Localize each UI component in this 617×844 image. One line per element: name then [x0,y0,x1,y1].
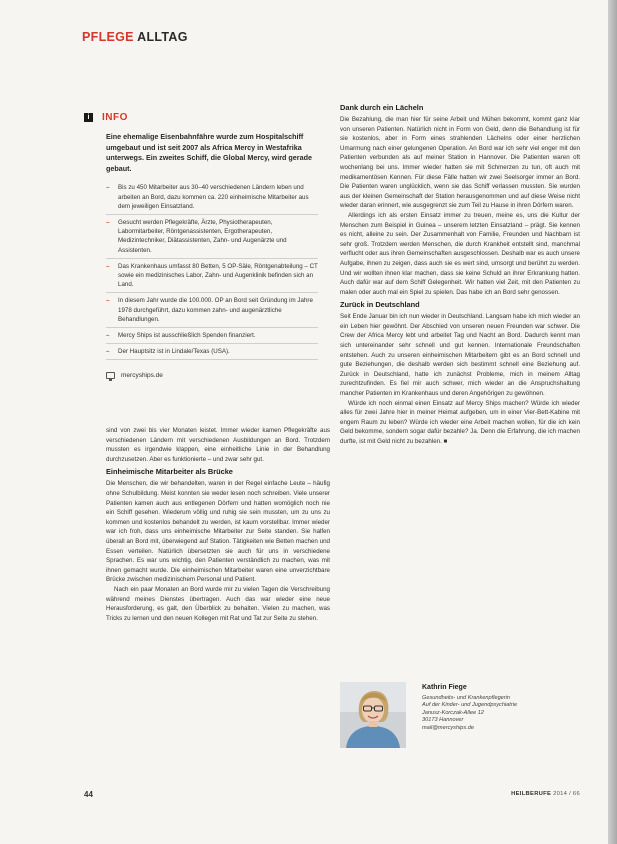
info-list-item [106,328,318,344]
author-name: Kathrin Fiege [422,684,467,691]
info-label: INFO [102,112,128,123]
paragraph: sind von zwei bis vier Monaten leistet. Immer wieder kamen Pflegekräfte aus verschiedenen Ländern mit verschiedenen Ausbildungen an Bord. Trotzdem mussten es irgendwie klappen, eine einheitliche Linie in der Behandlung durchzusetzen. Aber es funktionierte – und zwar sehr gut. [106,427,330,463]
author-photo [340,682,406,748]
info-list-item-text: Gesucht werden Pflegekräfte, Ärzte, Physiotherapeuten, Labormitarbeiter, Röntgenassistenten, Ergotherapeuten, Medizintechniker, Diätassistenten, Zahn- und Augenärzte und Assistenten. [118,218,287,254]
info-list-item [106,344,318,360]
page-number: 44 [84,790,93,799]
subheading: Einheimische Mitarbeiter als Brücke [106,467,233,477]
section-title [82,30,188,44]
info-list-item-text: Mercy Ships ist ausschließlich Spenden finanziert. [118,332,256,340]
monitor-icon [106,372,115,379]
bullet-dash: – [106,332,110,340]
info-icon: i [84,113,93,122]
paragraph: Seit Ende Januar bin ich nun wieder in Deutschland. Langsam habe ich mich wieder an ein Leben hier gewöhnt. Der Abschied von unseren neuen Freunden war schwer. Die Crew der Africa Mercy lebt und arbeitet Tag und Nacht an Bord. Dadurch kennt man sich untereinander sehr schnell und gut kennen. Internationale Freundschaften entstehen. Auch zu unseren einheimischen Mitarbeitern gibt es an Bord schnell und gute Beziehungen, die deshalb werden sich bestimmt schnell eine Beziehung auf. Zurück in Deutschland, hatte ich zunächst Probleme, mich in meinem Alltag zurechtzufinden. Es fiel mir auch schwer, mich wieder an die Anspruchshaltung mancher Patienten im Krankenhaus und deren Angehörigen zu gewöhnen. [340,313,580,398]
info-lead: Eine ehemalige Eisenbahnfähre wurde zum Hospitalschiff umgebaut und ist seit 2007 als Africa Mercy in Westafrika unterwegs. Ein zweites Schiff, die Global Mercy, wird gerade gebaut. [106,132,312,173]
author-line: 30173 Hannover [422,717,464,724]
magazine-name: HEILBERUFE [511,791,552,797]
bullet-dash: – [106,297,110,305]
info-list [84,180,318,360]
section-title-accent: PFLEGE [82,30,134,44]
author-line: Janusz-Korczak-Allee 12 [422,709,484,716]
paragraph: Die Menschen, die wir behandelten, waren in der Regel einfache Leute – häufig ohne Schulbildung. Meist konnten sie weder lesen noch schreiben. Viele unserer Patienten kamen auch aus entlegenen Dörfern und hatten womöglich noch nie ein Schiff gesehen. Wiederum völlig und ruhig sie sein mussten, um zu uns zu kommen und kostenlos behandelt zu werden, ist kaum vorstellbar. Immer wieder war ich froh, dass uns einheimische Mitarbeiter zur Seite standen. Sie halfen überall an Bord mit, überwiegend auf Station. Tätigkeiten wie Betten machen und Essen verteilen. Natürlich übersetzten sie auch für uns in verschiedene Sprachen. Es war uns wichtig, den Patienten verständlich zu machen, was mit ihnen gemacht wurde. Die einheimischen Mitarbeiter waren eine unverzichtbare Brücke zwischen medizinischem Personal und Patient. [106,480,330,584]
bullet-dash: – [106,262,110,270]
subheading: Dank durch ein Lächeln [340,103,424,112]
page-spine-shadow [608,0,617,844]
info-list-item-text: Der Hauptsitz ist in Lindale/Texas (USA). [118,348,230,356]
section-title-rest: ALLTAG [137,30,188,44]
info-box [84,112,318,379]
author-box [340,682,580,748]
end-mark: ■ [443,438,448,445]
info-list-item-text: Bis zu 450 Mitarbeiter aus 30–40 verschiedenen Ländern leben und arbeiten an Bord, dazu kommen ca. 220 einheimische Mitarbeiter aus dem jeweiligen Einsatzland. [118,184,309,210]
bullet-dash: – [106,348,110,356]
subheading: Zurück in Deutschland [340,300,420,310]
bullet-dash: – [106,218,110,226]
paragraph: Allerdings ich als ersten Einsatz immer zu treuen, meine es, uns die Kultur der Menschen zum Beispiel in Guinea – unserem letzten Einsatzland – prägt. Sie kennen es nicht, alleine zu sein. Der Zusammenhalt von Familie, Freunden und Nachbarn ist sehr groß. Trotzdem werden Menschen, die durch Krankheit entstellt sind, manchmal verflucht oder aus ihren Gemeinschaften ausgeschlossen. Deshalb war es auch unsere Aufgabe, ihnen zu zeigen, dass auch sie es wert sind, umsorgt und berührt zu werden. Und wir wollten ihnen klar machen, dass sie keine Schuld an ihrer Erkrankung hatten. Auch dafür war auf dem Schiff Gelegenheit. Wir hatten viel Zeit, mit den Patienten zu malen oder auch mal ein Spiel zu spielen. Das habe ich an Bord sehr genossen. [340,211,580,296]
info-link-text[interactable]: mercyships.de [121,372,163,380]
info-list-item [106,215,318,259]
paragraph: Die Bezahlung, die man hier für seine Arbeit und Mühen bekommt, kommt ganz klar von unseren Patienten. Natürlich nicht in Form von Geld, denn die Behandlung ist für sie kostenlos, aber in Form eines strahlenden Lächelns oder einer herzlichen Umarmung nach einer gelungenen Operation. An Bord war ich sehr viel enger mit den Patienten verbunden als auf meiner Station in Hannover. Die Patienten waren oft wochenlang bei uns. Immer wieder hatten sie mit Schmerzen zu tun, oft auch mit medikamentösen Kennen. Für diese Fälle hatten wir zwei Seelsorger immer an Bord. Die Patienten waren unglücklich, wenn sie das Schiff verlassen mussten. Sie wurden aus der kleinen Gemeinschaft der Station herausgenommen und auf diese Weise nicht wieder daran erinnert, wie ausgegrenzt sie zum Teil zu Hause in ihren Dörfern waren. [340,116,580,210]
info-header [84,112,318,123]
author-portrait-image [340,682,406,748]
info-list-item [106,293,318,328]
author-info [422,684,517,733]
footer-magazine [511,791,580,797]
issue-number: 2014 / 66 [553,791,580,797]
article-column-right [340,100,580,447]
info-list-item-text: Das Krankenhaus umfasst 80 Betten, 5 OP-Säle, Röntgenabteilung – CT sowie ein medizinisches Labor, Zahn- und Augenklinik befinden sich an Land. [118,262,318,289]
info-list-item [106,180,318,215]
article-column-left [106,426,330,623]
author-email[interactable]: mail@mercyships.de [422,724,474,731]
bullet-dash: – [106,184,110,192]
paragraph: Nach ein paar Monaten an Bord wurde mir zu vielen Tagen die Verschreibung während meines Dienstes übertragen. Auch das war wieder eine neue Herausforderung, es galt, den Überblick zu behalten. Vielen zu machen, was Tricks zu lernen und den neuen Kollegen mit Rat und Tat zur Seite zu stehen. [106,585,330,622]
info-list-item [106,259,318,294]
paragraph-final [340,399,580,447]
author-line: Auf der Kinder- und Jugendpsychiatrie [422,702,518,709]
author-line: Gesundheits- und Krankenpflegerin [422,694,511,701]
paragraph-final-text: Würde ich noch einmal einen Einsatz auf Mercy Ships machen? Würde ich wieder alles für zwei Jahre hier in meiner Heimat aufgeben, um in einer Vier-Bett-Kabine mit engem Raum zu leben? Würde ich wieder eine Arbeit machen wollen, für die ich kein Geld bekomme, sondern sogar dafür bezahle? Ja. Denn die Erfahrung, die ich machen durfte, ist mit Geld nicht zu bezahlen. [340,399,580,445]
info-link[interactable] [106,372,318,379]
info-list-item-text: In diesem Jahr wurde die 100.000. OP an Bord seit Gründung im Jahre 1978 durchgeführt, dazu kommen zahn- und augenärztliche Behandlungen. [118,297,313,323]
